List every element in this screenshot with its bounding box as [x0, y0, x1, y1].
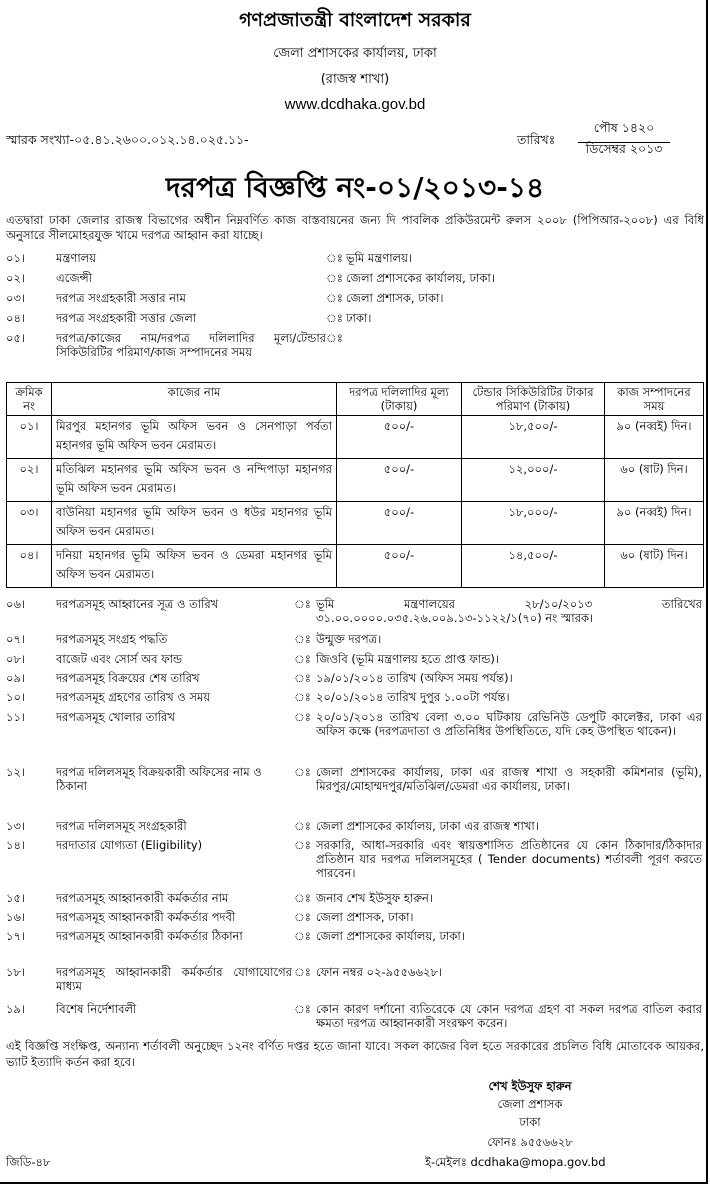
item-colon: ঃ — [294, 929, 311, 943]
website-link[interactable]: www.dcdhaka.gov.bd — [284, 96, 426, 113]
item-label: দরদাতার যোগ্যতা (Eligibility) — [56, 838, 203, 852]
table-row — [7, 459, 704, 502]
item-value: উন্মুক্ত দরপত্র। — [316, 632, 382, 646]
item-value: ভূমি মন্ত্রণালয়। — [346, 251, 413, 265]
item-number: ০৬। — [6, 597, 26, 611]
footer-code: জিডি-৪৮ — [6, 1155, 51, 1169]
item-number: ০২। — [6, 271, 26, 285]
signatory-name: শেখ ইউসুফ হারুন — [488, 1079, 572, 1093]
table-row — [7, 502, 704, 545]
item-label: বিশেষ নির্দেশাবলী — [56, 1002, 137, 1016]
item-number: ০৯। — [6, 671, 26, 685]
item-colon: ঃ — [294, 891, 311, 905]
item-label: দরপত্রসমূহ বিক্রয়ের শেষ তারিখ — [56, 671, 200, 685]
item-row-01 — [0, 251, 710, 265]
item-number: ১১। — [6, 710, 26, 724]
item-colon: ঃ — [294, 910, 311, 924]
item-label: মন্ত্রণালয় — [56, 251, 97, 265]
item-label: এজেন্সী — [56, 271, 92, 285]
item-number: ১৭। — [6, 929, 26, 943]
item-value: জনাব শেখ ইউসুফ হারুন। — [316, 891, 433, 905]
cell-serial: ০১। — [7, 416, 52, 459]
item-number: ০৪। — [6, 311, 26, 325]
item-label: দরপত্রসমূহ আহ্বানকারী কর্মকর্তার ঠিকানা — [56, 929, 243, 943]
memo-number: স্মারক সংখ্যা-০৫.৪১.২৬০০.০১২.১৪.০২৫.১১- — [6, 132, 249, 147]
date-bangla: পৌষ ১৪২০ — [578, 120, 670, 143]
header-document-price: দরপত্র দলিলাদির মূল্য (টাকায়) — [337, 383, 462, 416]
item-colon: ঃ — [294, 632, 311, 646]
item-row-05 — [0, 331, 710, 379]
item-number: ১২। — [6, 765, 26, 779]
cell-work-name: মতিঝিল মহানগর ভূমি অফিস ভবন ও নন্দিপাড়া মহানগর ভূমি অফিস ভবন মেরামত। — [52, 459, 337, 502]
item-value: জেলা প্রশাসকের কার্যালয়, ঢাকা। — [346, 271, 495, 285]
signatory-designation: জেলা প্রশাসক — [497, 1097, 563, 1111]
item-colon: ঃ — [294, 819, 311, 833]
item-colon: ঃ — [294, 765, 311, 779]
item-label: দরপত্রসমূহ আহ্বানকারী কর্মকর্তার নাম — [56, 891, 229, 905]
cell-serial: ০২। — [7, 459, 52, 502]
header-security-amount: টেন্ডার সিকিউরিটির টাকার পরিমাণ (টাকায়) — [462, 383, 605, 416]
cell-serial: ০৩। — [7, 502, 52, 545]
item-value: ঢাকা। — [346, 311, 372, 325]
item-colon: ঃ — [294, 690, 311, 704]
item-colon: ঃ — [326, 251, 343, 265]
item-value: জেলা প্রশাসকের কার্যালয়, ঢাকা। — [316, 929, 465, 943]
item-label: দরপত্রসমূহ গ্রহণের তারিখ ও সময় — [56, 690, 211, 704]
works-table — [6, 382, 704, 588]
item-number: ০৮। — [6, 652, 26, 666]
item-number: ১৪। — [6, 838, 26, 852]
item-value: জেলা প্রশাসক, ঢাকা। — [346, 291, 444, 305]
item-label: দরপত্রসমূহ সংগ্রহ পদ্ধতি — [56, 632, 168, 646]
item-colon: ঃ — [326, 291, 343, 305]
cell-security: ১৮,৫০০/- — [462, 416, 605, 459]
item-value: জেলা প্রশাসকের কার্যালয়, ঢাকা এর রাজস্ব শাখা ও সহকারী কমিশনার (ভূমি), মিরপুর/মোহাম্মদপুর/মতিঝিল/ডেমরা এর কার্যালয়, ঢাকা। — [316, 765, 702, 793]
item-row-02 — [0, 271, 710, 285]
government-heading: গণপ্রজাতন্ত্রী বাংলাদেশ সরকার — [239, 9, 471, 31]
item-label: দরপত্রসমূহ খোলার তারিখ — [56, 710, 175, 724]
item-value: কোন কারণ দর্শানো ব্যতিরেকে যে কোন দরপত্র গ্রহণ বা সকল দরপত্র বাতিল করার ক্ষমতা দরপত্র আহ্বানকারী সংরক্ষণ করেন। — [316, 1002, 702, 1030]
date-label: তারিখঃ — [517, 132, 556, 147]
item-colon: ঃ — [326, 271, 343, 285]
cell-price: ৫০০/- — [337, 459, 462, 502]
header-work-name: কাজের নাম — [52, 383, 337, 416]
cell-security: ১৪,৫০০/- — [462, 545, 605, 588]
item-row-04 — [0, 311, 710, 325]
cell-price: ৫০০/- — [337, 545, 462, 588]
table-row — [7, 545, 704, 588]
item-label: দরপত্র সংগ্রহকারী সত্তার জেলা — [56, 311, 197, 325]
item-number: ০৭। — [6, 632, 26, 646]
item-colon: ঃ — [294, 965, 311, 979]
item-value: জেলা প্রশাসক, ঢাকা। — [316, 910, 414, 924]
item-number: ০১। — [6, 251, 26, 265]
intro-paragraph: এতদ্বারা ঢাকা জেলার রাজস্ব বিভাগের অধীন নিম্নবর্ণিত কাজ বাস্তবায়নের জন্য দি পাবলিক প্রকিউরমেন্ট রুলস ২০০৮ (পিপিআর-২০০৮) এর বিধি অনুসারে সীলমোহরযুক্ত খামে দরপত্র আহ্বান করা যাচ্ছে। — [6, 213, 704, 242]
item-colon: ঃ — [294, 597, 311, 611]
item-label: দরপত্র দলিলসমূহ সংগ্রহকারী — [56, 819, 187, 833]
cell-time: ৬০ (ষাট) দিন। — [605, 545, 704, 588]
signatory-phone: ফোনঃ ৯৫৫৬৬২৮ — [487, 1135, 573, 1149]
cell-work-name: দনিয়া মহানগর ভূমি অফিস ভবন ও ডেমরা মহানগর ভূমি অফিস ভবন মেরামত। — [52, 545, 337, 588]
item-value: ফোন নম্বর ০২-৯৫৫৬৬২৮। — [316, 965, 443, 979]
item-colon: ঃ — [294, 838, 311, 852]
header-completion-time: কাজ সম্পাদনের সময় — [605, 383, 704, 416]
item-value: ২০/০১/২০১৪ তারিখ দুপুর ১.০০টা পর্যন্ত। — [316, 690, 510, 704]
item-number: ১৬। — [6, 910, 26, 924]
cell-time: ৯০ (নব্বই) দিন। — [605, 416, 704, 459]
item-label: দরপত্রসমূহ আহ্বানের সূত্র ও তারিখ — [56, 597, 219, 611]
item-number: ০৫। — [6, 331, 26, 345]
item-label: বাজেট এবং সোর্স অব ফান্ড — [56, 652, 183, 666]
item-colon: ঃ — [326, 331, 343, 345]
cell-security: ১২,০০০/- — [462, 459, 605, 502]
signatory-email[interactable]: ই-মেইলঃ dcdhaka@mopa.gov.bd — [425, 1155, 606, 1169]
item-colon: ঃ — [294, 1002, 311, 1016]
cell-time: ৬০ (ষাট) দিন। — [605, 459, 704, 502]
cell-price: ৫০০/- — [337, 502, 462, 545]
item-number: ১০। — [6, 690, 26, 704]
item-label: দরপত্র/কাজের নাম/দরপত্র দলিলাদির মূল্য/টেন্ডার সিকিউরিটির পরিমাণ/কাজ সম্পাদনের সময় — [56, 331, 326, 359]
item-value: জিওবি (ভূমি মন্ত্রণালয় হতে প্রাপ্ত ফান্ড)। — [316, 652, 499, 666]
item-colon: ঃ — [326, 311, 343, 325]
item-label: দরপত্র দলিলসমূহ বিক্রয়কারী অফিসের নাম ও ঠিকানা — [56, 765, 262, 793]
item-value: ভূমি মন্ত্রণালয়ের ২৮/১০/২০১৩ তারিখের ৩১.০০.০০০০.০৩৫.২৬.০০৯.১৩-১১২২/১(৭০) নং স্মারক। — [316, 597, 702, 625]
cell-time: ৯০ (নব্বই) দিন। — [605, 502, 704, 545]
item-label: দরপত্র সংগ্রহকারী সত্তার নাম — [56, 291, 186, 305]
cell-serial: ০৪। — [7, 545, 52, 588]
item-label: দরপত্রসমূহ আহ্বানকারী কর্মকর্তার যোগাযোগের মাধ্যম — [56, 965, 292, 993]
item-number: ১৩। — [6, 819, 26, 833]
item-value: ২০/০১/২০১৪ তারিখ বেলা ৩.০০ ঘটিকায় রেভিনিউ ডেপুটি কালেক্টর, ঢাকা এর অফিস কক্ষে (দরপত্রদাতা ও প্রতিনিধির উপস্থিতিতে, যদি কেহ উপস্থিত থাকেন)। — [316, 710, 702, 738]
closing-paragraph: এই বিজ্ঞপ্তি সংক্ষিপ্ত, অন্যান্য শর্তাবলী অনুচ্ছেদ ১২নং বর্ণিত দপ্তর হতে জানা যাবে। সকল কাজের বিল হতে সরকারের প্রচলিত বিধি মোতাবেক আয়কর, ভ্যাট ইত্যাদি কর্তন করা হবে। — [6, 1039, 704, 1069]
item-label: দরপত্রসমূহ আহ্বানকারী কর্মকর্তার পদবী — [56, 910, 236, 924]
header-serial: ক্রমিক নং — [7, 383, 52, 416]
item-colon: ঃ — [294, 710, 311, 724]
table-header-row — [7, 383, 704, 416]
notice-title: দরপত্র বিজ্ঞপ্তি নং-০১/২০১৩-১৪ — [165, 171, 545, 204]
date-english: ডিসেম্বর ২০১৩ — [585, 141, 663, 156]
cell-price: ৫০০/- — [337, 416, 462, 459]
item-colon: ঃ — [294, 671, 311, 685]
cell-security: ১৮,০০০/- — [462, 502, 605, 545]
cell-work-name: মিরপুর মহানগর ভূমি অফিস ভবন ও সেনপাড়া পর্বতা মহানগর ভূমি অফিস ভবন মেরামত। — [52, 416, 337, 459]
item-value: সরকারি, আধা-সরকারি এবং স্বায়ত্তশাসিত প্রতিষ্ঠানের যে কোন ঠিকাদার/ঠিকাদার প্রতিষ্ঠান যার দরপত্র দলিলসমূহের ( Tender documents) শর্তাবলী পূরণ করতে পারবেন। — [316, 838, 702, 880]
signatory-place: ঢাকা — [519, 1115, 541, 1129]
cell-work-name: বাউনিয়া মহানগর ভূমি অফিস ভবন ও ধউর মহানগর ভূমি অফিস ভবন মেরামত। — [52, 502, 337, 545]
item-colon: ঃ — [294, 652, 311, 666]
item-row-03 — [0, 291, 710, 305]
branch-name: (রাজস্ব শাখা) — [320, 72, 390, 87]
item-value: জেলা প্রশাসকের কার্যালয়, ঢাকা এর রাজস্ব শাখা। — [316, 819, 539, 833]
item-number: ১৫। — [6, 891, 26, 905]
table-row — [7, 416, 704, 459]
office-name: জেলা প্রশাসকের কার্যালয়, ঢাকা — [273, 46, 437, 61]
item-number: ১৯। — [6, 1002, 26, 1016]
item-number: ০৩। — [6, 291, 26, 305]
item-value: ১৯/০১/২০১৪ তারিখ (অফিস সময় পর্যন্ত)। — [316, 671, 513, 685]
item-number: ১৮। — [6, 965, 26, 979]
